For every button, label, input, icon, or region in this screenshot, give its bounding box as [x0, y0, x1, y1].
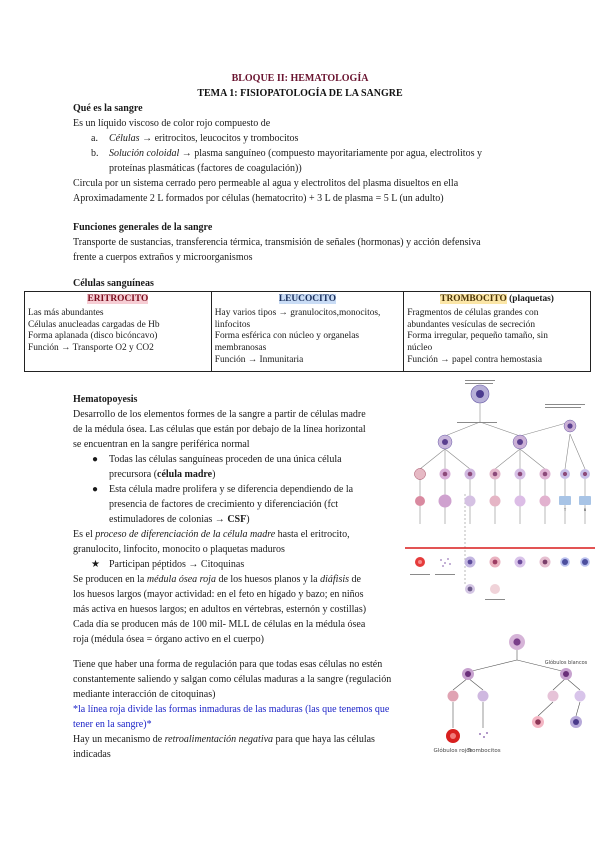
leucocito-title: LEUCOCITO — [278, 294, 337, 304]
hemato-star: Participan péptidos → Citoquinas — [109, 559, 245, 570]
hemato-p5 — [73, 732, 375, 747]
p3-pre: Se producen en la — [73, 574, 147, 585]
block-title: BLOQUE II: HEMATOLOGÍA — [231, 73, 369, 84]
celulas-heading: Células sanguíneas — [73, 278, 154, 289]
hemato-b1-l2 — [109, 467, 215, 482]
hemato-b2-l3 — [109, 512, 250, 527]
bullet-dot-icon: ● — [92, 454, 99, 465]
diagram-label: B — [583, 508, 587, 512]
leucocito-line: Hay varios tipos → granulocitos,monocitos, — [214, 307, 381, 318]
hemato-heading: Hematopoyesis — [73, 394, 138, 405]
hemato-b1-l1: Todas las células sanguíneas proceden de una única célula — [109, 454, 342, 465]
hemato-p3-l2: los huesos largos (mayor actividad: en el feto en hígado y bazo; en niños — [73, 589, 364, 600]
p3-em2: diáfisis — [320, 574, 350, 585]
funciones-line2: frente a cuerpos extraños y microorganismos — [73, 252, 253, 263]
hemato-p4-l2: constantemente saliendo y salgan como células maduras a la sangre (regulación — [73, 674, 392, 685]
item-b-text: → plasma sanguíneo (compuesto mayoritariamente por agua, electrolitos y — [181, 148, 482, 159]
cell-lineage-figure — [433, 632, 596, 756]
item-b-text-2: proteínas plasmáticas (factores de coagulación)) — [109, 163, 302, 174]
label-globulos-blancos: Glóbulos blancos — [544, 660, 588, 666]
sangre-circula: Circula por un sistema cerrado pero permeable al agua y electrolitos del plasma disueltos en ella — [73, 178, 459, 189]
b1-pre: precursora ( — [109, 469, 158, 480]
b2-pre: estimuladores de colonias → — [109, 514, 228, 525]
sangre-intro: Es un líquido viscoso de color rojo compuesto de — [73, 118, 271, 129]
sangre-heading: Qué es la sangre — [73, 103, 143, 114]
sangre-aprox: Aproximadamente 2 L formados por células (hematocrito) + 3 L de plasma = 5 L (un adulto) — [73, 193, 444, 204]
leucocito-line: membranosas — [214, 343, 267, 354]
hemato-p2 — [73, 527, 350, 542]
p2-post: hasta el eritrocito, — [275, 529, 350, 540]
eritrocito-line: Las más abundantes — [28, 307, 104, 318]
leucocito-line: linfocitos — [214, 319, 251, 330]
trombocito-line: núcleo — [407, 343, 433, 354]
p3-em1: médula ósea roja — [146, 574, 216, 585]
funciones-heading: Funciones generales de la sangre — [73, 222, 213, 233]
hemato-p3 — [73, 572, 361, 587]
diagram-label: T — [563, 508, 567, 512]
hemato-p5-l2: indicadas — [73, 749, 111, 760]
hemato-p3-l4: Cada día se producen más de 100 mil- MLL de células en la médula ósea — [73, 619, 366, 630]
hemato-p4-l1: Tiene que haber una forma de regulación para que todas esas células no estén — [73, 659, 383, 670]
eritrocito-line: Forma aplanada (disco bicóncavo) — [28, 331, 158, 342]
p5-pre: Hay un mecanismo de — [73, 734, 165, 745]
b1-post: ) — [212, 469, 216, 480]
item-b — [109, 146, 579, 161]
trombocito-line: abundantes vesículas de secreción — [407, 319, 536, 330]
topic-title: TEMA 1: FISIOPATOLOGÍA DE LA SANGRE — [197, 88, 403, 99]
p3-post: de — [349, 574, 361, 585]
hemato-note-l2: tener en la sangre)* — [73, 719, 152, 730]
b2-post: ) — [246, 514, 250, 525]
funciones-line1: Transporte de sustancias, transferencia térmica, transmisión de señales (hormonas) y acción defensiva — [73, 237, 481, 248]
trombocito-title: TROMBOCITO — [440, 294, 507, 304]
leucocito-line: Función → Inmunitaria — [214, 354, 304, 365]
hematopoiesis-diagram — [405, 374, 595, 610]
leucocito-line: Forma esférica con núcleo y organelas — [214, 331, 360, 342]
hemato-p1-l2: de la médula ósea. Las células que están por debajo de la línea horizontal — [73, 424, 366, 435]
eritrocito-line: Células anucleadas cargadas de Hb — [28, 319, 160, 330]
cell-trombocito — [404, 292, 591, 372]
bullet-dot-icon: ● — [92, 484, 99, 495]
p5-post: para que haya las células — [273, 734, 375, 745]
p2-em: proceso de diferenciación de la célula madre — [95, 529, 276, 540]
hemato-p1-l1: Desarrollo de los elementos formes de la sangre a partir de células madre — [73, 409, 366, 420]
b1-bold: célula madre — [157, 469, 213, 480]
item-a-marker: a. — [91, 133, 98, 144]
cell-leucocito — [211, 292, 403, 372]
p3-mid: de los huesos planos y la — [215, 574, 321, 585]
hemato-p3-l5: roja (médula ósea = órgano activo en el cuerpo) — [73, 634, 264, 645]
item-a — [109, 131, 549, 146]
celulas-table — [24, 291, 591, 372]
hemato-p3-l3: más activa en huesos largos; en adultos en vértebras, esternón y costillas) — [73, 604, 367, 615]
hemato-p4-l3: mediante interacción de citoquinas) — [73, 689, 216, 700]
trombocito-line: Fragmentos de células grandes con — [407, 307, 539, 318]
trombocito-line: Función → papel contra hemostasia — [407, 354, 543, 365]
item-a-term: Células — [109, 133, 140, 144]
b2-bold: CSF — [227, 514, 247, 525]
p5-em: retroalimentación negativa — [164, 734, 274, 745]
item-b-marker: b. — [91, 148, 99, 159]
trombocito-line: Forma irregular, pequeño tamaño, sin — [407, 331, 548, 342]
hemato-b2-l2: presencia de factores de crecimiento y diferenciación (fct — [109, 499, 339, 510]
hemato-p2-l2: granulocito, linfocito, monocito o plaquetas maduros — [73, 544, 285, 555]
star-bullet-icon: ★ — [91, 559, 100, 570]
item-b-term: Solución coloidal — [109, 148, 180, 159]
eritrocito-title: ERITROCITO — [87, 294, 149, 304]
hemato-p1-l3: se encuentran en la sangre periférica normal — [73, 439, 250, 450]
cell-eritrocito — [25, 292, 212, 372]
item-a-text: → eritrocitos, leucocitos y trombocitos — [142, 133, 299, 144]
trombocito-title-suffix: (plaquetas) — [506, 294, 554, 304]
hemato-b2-l1: Esta célula madre prolifera y se diferencia dependiendo de la — [109, 484, 354, 495]
p2-pre: Es el — [73, 529, 96, 540]
hemato-note-l1: *la línea roja divide las formas inmaduras de las maduras (las que tenemos que — [73, 704, 390, 715]
label-globulos-rojos: Glóbulos rojos — [433, 748, 473, 754]
label-trombocitos: Trombocitos — [467, 748, 501, 754]
eritrocito-line: Función → Transporte O2 y CO2 — [28, 343, 154, 354]
